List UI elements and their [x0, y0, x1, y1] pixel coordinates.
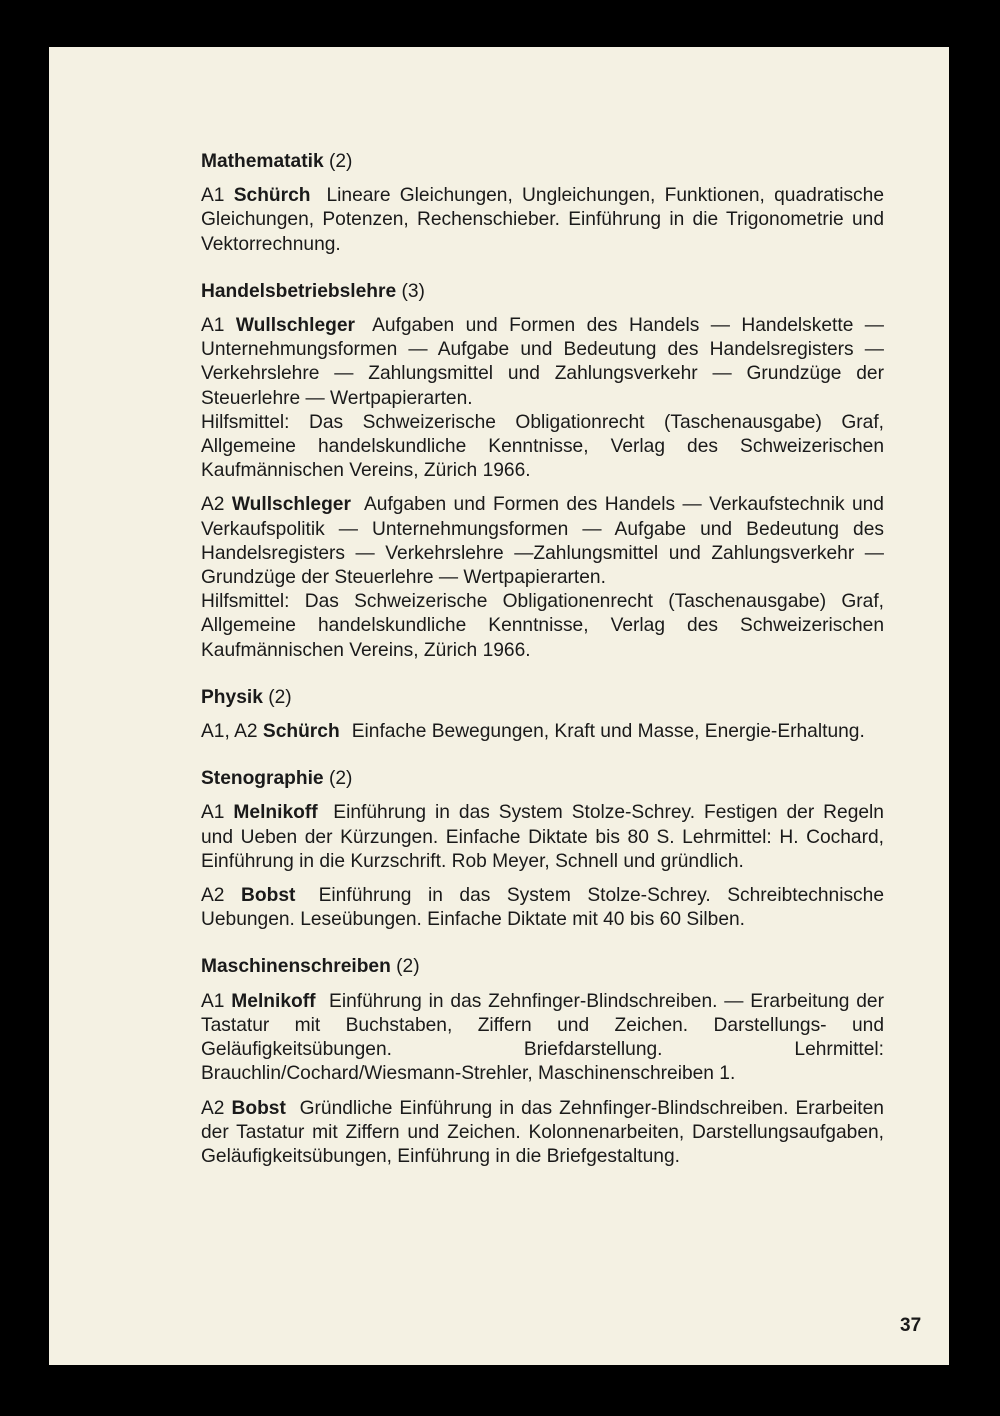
- section-maschinenschreiben: [201, 955, 884, 1169]
- entry-classes: A1: [201, 990, 225, 1012]
- page-number: 37: [900, 1315, 922, 1336]
- section-hours: (2): [328, 151, 353, 172]
- course-entry: [201, 990, 884, 1087]
- entry-teacher: Bobst: [231, 1097, 286, 1119]
- entry-text: Lineare Gleichungen, Ungleichungen, Funktionen, quadratische Gleichungen, Potenzen, Rechenschieber. Einführung in die Trigonometrie und Vektorrechnung.: [201, 185, 884, 255]
- section-handelsbetriebslehre: [201, 280, 884, 663]
- section-title: Mathematatik: [201, 151, 324, 172]
- entry-text: Gründliche Einführung in das Zehnfinger-Blindschreiben. Erarbeiten der Tastatur mit Ziffern und Zeichen. Kolonnenarbeiten, Darstellungsaufgaben, Geläufigkeitsübungen, Einführung in die Briefgestaltung.: [201, 1097, 884, 1167]
- course-entry: [201, 1097, 884, 1170]
- course-entry: [201, 314, 884, 483]
- section-hours: (2): [268, 686, 292, 708]
- entry-resources: Hilfsmittel: Das Schweizerische Obligationrecht (Taschenausgabe) Graf, Allgemeine handelskundliche Kenntnisse, Verlag des Schweizerischen Kaufmännischen Vereins, Zürich 1966.: [201, 411, 884, 482]
- section-heading: [201, 686, 884, 710]
- section-stenographie: [201, 767, 884, 932]
- entry-teacher: Schürch: [233, 185, 311, 207]
- entry-resources: Hilfsmittel: Das Schweizerische Obligationenrecht (Taschenausgabe) Graf, Allgemeine handelskundliche Kenntnisse, Verlag des Schweizerischen Kaufmännischen Vereins, Zürich 1966.: [201, 591, 884, 661]
- entry-classes: A1, A2: [201, 721, 258, 743]
- section-hours: (2): [396, 956, 420, 978]
- document-page: [49, 47, 949, 1365]
- section-physik: [201, 686, 884, 744]
- entry-classes: A2: [201, 1097, 225, 1119]
- section-heading: [201, 767, 884, 791]
- entry-teacher: Melnikoff: [233, 802, 318, 824]
- page-content: [201, 150, 884, 1192]
- entry-teacher: Wullschleger: [231, 494, 351, 516]
- entry-text: Aufgaben und Formen des Handels — Handelskette — Unternehmungsformen — Aufgabe und Bedeutung des Handelsregisters — Verkehrslehre — Zahlungsmittel und Zahlungsverkehr — Grundzüge der Steuerlehre — Wertpapierarten.: [201, 315, 884, 409]
- section-hours: (3): [401, 280, 425, 302]
- course-entry: [201, 801, 884, 874]
- entry-text: Einführung in das System Stolze-Schrey. Schreibtechnische Uebungen. Leseübungen. Einfache Diktate mit 40 bis 60 Silben.: [201, 885, 884, 931]
- entry-text: Aufgaben und Formen des Handels — Verkaufstechnik und Verkaufspolitik — Unternehmungsformen — Aufgabe und Bedeutung des Handelsregisters — Verkehrslehre —Zahlungsmittel und Zahlungsverkehr — Grundzüge der Steuerlehre — Wertpapierarten.: [201, 494, 884, 589]
- section-heading: [201, 280, 884, 304]
- course-entry: [201, 493, 884, 662]
- section-heading: [201, 955, 884, 979]
- section-title: Handelsbetriebslehre: [201, 280, 397, 302]
- section-mathematik: [201, 150, 884, 257]
- section-title: Physik: [201, 686, 263, 708]
- entry-classes: A1: [201, 185, 225, 207]
- entry-teacher: Schürch: [262, 721, 340, 743]
- entry-text: Einführung in das Zehnfinger-Blindschreiben. — Erarbeitung der Tastatur mit Buchstaben, Ziffern und Zeichen. Darstellungs- und Geläufigkeitsübungen. Briefdarstellung. Lehrmittel: Brauchlin/Cochard/Wiesmann-Strehler, Maschinenschreiben 1.: [201, 990, 884, 1085]
- section-title: Stenographie: [201, 768, 324, 790]
- entry-teacher: Bobst: [241, 885, 296, 907]
- entry-classes: A2: [201, 885, 225, 907]
- entry-teacher: Melnikoff: [231, 990, 316, 1012]
- entry-text: Einfache Bewegungen, Kraft und Masse, Energie-Erhaltung.: [351, 721, 865, 743]
- entry-classes: A1: [201, 802, 225, 824]
- course-entry: [201, 184, 884, 257]
- entry-classes: A2: [201, 494, 225, 516]
- course-entry: [201, 720, 884, 744]
- section-hours: (2): [328, 768, 353, 790]
- section-title: Maschinenschreiben: [201, 956, 391, 978]
- course-entry: [201, 884, 884, 932]
- entry-text: Einführung in das System Stolze-Schrey. Festigen der Regeln und Ueben der Kürzungen. Einfache Diktate bis 80 S. Lehrmittel: H. Cochard, Einführung in die Kurzschrift. Rob Meyer, Schnell und gründlich.: [201, 802, 884, 872]
- entry-classes: A1: [201, 315, 225, 337]
- entry-teacher: Wullschleger: [235, 315, 355, 337]
- section-heading: [201, 150, 884, 174]
